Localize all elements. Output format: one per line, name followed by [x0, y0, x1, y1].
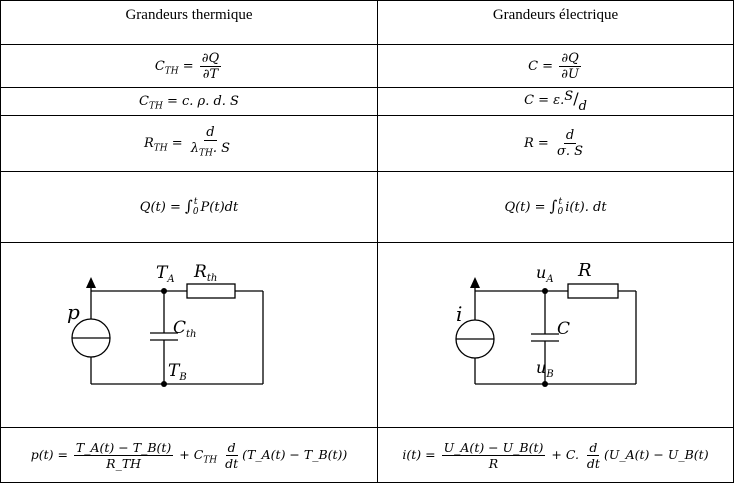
resistor-label: $R_{th}$	[194, 262, 218, 284]
differential-equation-row	[1, 428, 734, 483]
charge-integral-row	[1, 172, 734, 243]
node-b-dot	[542, 381, 548, 387]
header-electric: Grandeurs électrique	[378, 1, 734, 45]
thermal-capacity-geometry: $C_{TH} = c$. ρ. d. S	[1, 88, 378, 116]
source-label: i	[456, 302, 463, 326]
electric-charge-integral: Q(t) = ∫ t 0 i(t). dt	[378, 172, 734, 243]
node-top-label: $T_A$	[156, 263, 175, 285]
node-a-dot	[161, 288, 167, 294]
capacity-derivative-row	[1, 45, 734, 88]
thermal-circuit-diagram	[1, 243, 378, 422]
capacitor-label: C	[557, 319, 571, 339]
source-label: p	[67, 300, 80, 324]
node-top-label: $u_A$	[536, 263, 554, 285]
header-row	[1, 1, 734, 45]
source-arrow-icon	[470, 277, 480, 288]
electric-capacity-geometry: $C = \varepsilon.^S/_d$	[378, 88, 734, 116]
thermal-differential-equation: p(t) = $\frac{T\_A(t) - T\_B(t)}{R\_TH}$ + $C_{TH}$ $\frac{d}{dt}$ (T_A(t) − T_B(t))	[1, 428, 378, 483]
source-arrow-icon	[86, 277, 96, 288]
thermal-circuit-cell	[1, 243, 378, 428]
electric-resistance: R = $\frac{d}{\sigma. S}$	[378, 116, 734, 172]
capacity-geometry-row	[1, 88, 734, 116]
circuit-row	[1, 243, 734, 428]
node-bottom-label: $T_B$	[168, 361, 187, 383]
capacitor-label: $C_{th}$	[173, 318, 197, 340]
node-bottom-label: $u_B$	[536, 358, 554, 380]
thermal-charge-integral: Q(t) = ∫ t 0 P(t)dt	[1, 172, 378, 243]
node-a-dot	[542, 288, 548, 294]
node-b-dot	[161, 381, 167, 387]
electric-capacity-derivative: C = $\frac{\partial Q}{\partial U}$	[378, 45, 734, 88]
resistor-label: R	[578, 260, 592, 281]
thermal-capacity-derivative: $C_{TH}$ = $\frac{\partial Q}{\partial T}$	[1, 45, 378, 88]
thermal-resistance: $R_{TH}$ = $\frac{d}{\lambda_{TH}. S}$	[1, 116, 378, 172]
header-thermal: Grandeurs thermique	[1, 1, 378, 45]
electric-circuit-cell	[378, 243, 734, 428]
electric-circuit-diagram	[378, 243, 734, 422]
resistance-row	[1, 116, 734, 172]
electric-differential-equation: i(t) = $\frac{U\_A(t) - U\_B(t)}{R}$ + C. $\frac{d}{dt}$ (U_A(t) − U_B(t)	[378, 428, 734, 483]
